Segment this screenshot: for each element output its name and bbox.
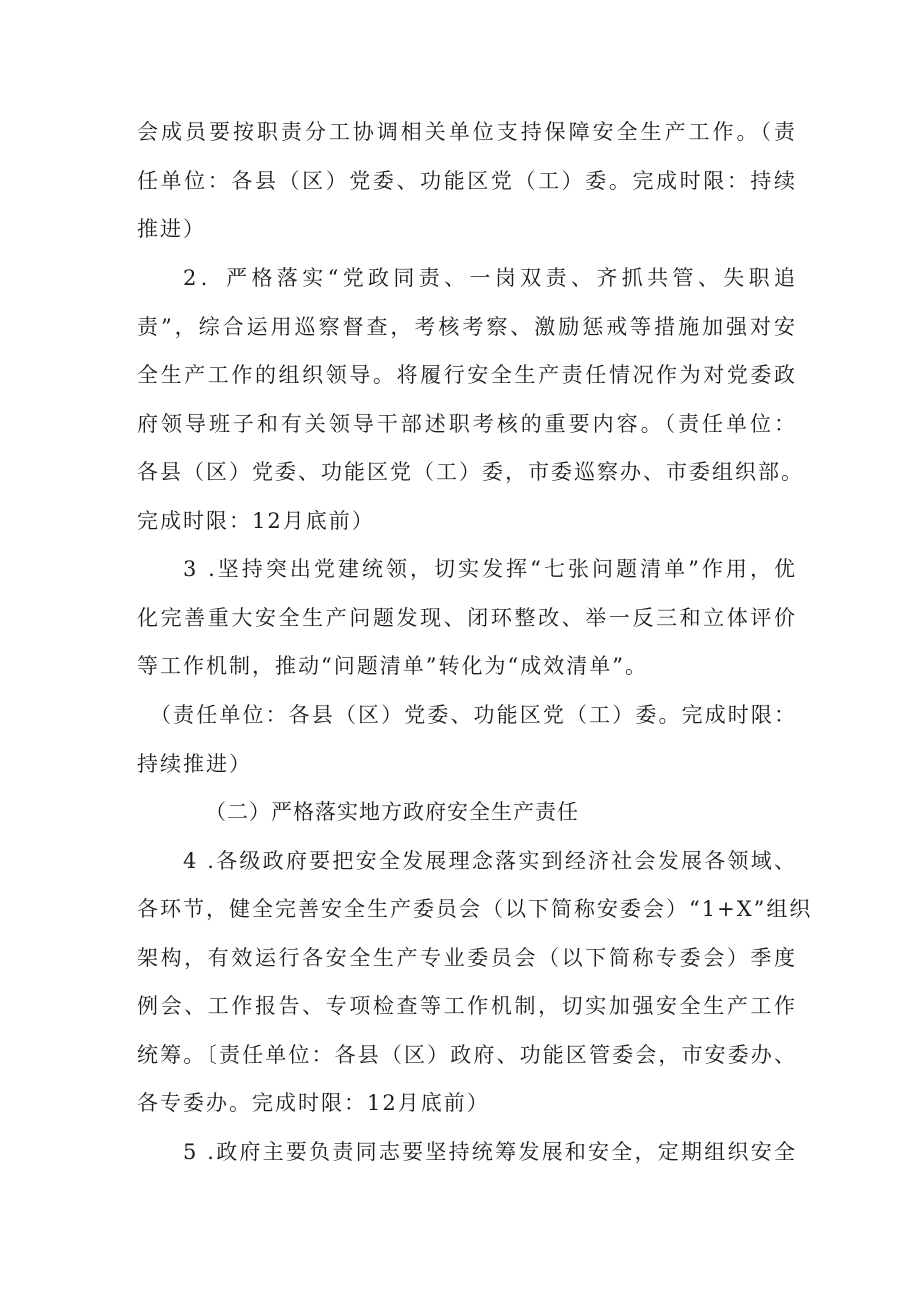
paragraph-4-start: 4 .各级政府要把安全发展理念落实到经济社会发展各领域、 [183,849,797,873]
text-line: 推进） [137,217,206,241]
text-line: 各专委办。完成时限：12月底前） [137,1091,490,1115]
paragraph-5-start: 5 .政府主要负责同志要坚持统筹发展和安全，定期组织安全 [183,1140,797,1164]
text-line: 各县（区）党委、功能区党（工）委，市委巡察办、市委组织部。 [137,460,804,484]
text-line: 责”，综合运用巡察督查，考核考察、激励惩戒等措施加强对安 [137,315,797,339]
text-line: 各环节，健全完善安全生产委员会（以下简称安委会）“1+X”组织 [137,897,813,921]
text-line: 化完善重大安全生产问题发现、闭环整改、举一反三和立体评价 [137,606,797,630]
text-line: 任单位：各县（区）党委、功能区党（工）委。完成时限：持续 [137,169,797,193]
text-line: 全生产工作的组织领导。将履行安全生产责任情况作为对党委政 [137,363,797,387]
text-line: 架构，有效运行各安全生产专业委员会（以下简称专委会）季度 [137,946,797,970]
text-line: 会成员要按职责分工协调相关单位支持保障安全生产工作。（责 [137,120,797,144]
text-line: （责任单位：各县（区）党委、功能区党（工）委。完成时限： [150,703,797,727]
paragraph-2-start: 2．严格落实“党政同责、一岗双责、齐抓共管、失职追 [183,266,797,290]
text-line: 完成时限：12月底前） [137,509,375,533]
section-heading: （二）严格落实地方政府安全生产责任 [205,800,579,824]
paragraph-3-start: 3 .坚持突出党建统领，切实发挥“七张问题清单”作用，优 [183,557,797,581]
text-line: 统筹。〔责任单位：各县（区）政府、功能区管委会，市安委办、 [137,1043,797,1067]
text-line: 等工作机制，推动“问题清单”转化为“成效清单”。 [137,654,648,678]
text-line: 府领导班子和有关领导干部述职考核的重要内容。（责任单位： [137,412,797,436]
text-line: 例会、工作报告、专项检查等工作机制，切实加强安全生产工作 [137,994,797,1018]
text-line: 持续推进） [137,752,252,776]
